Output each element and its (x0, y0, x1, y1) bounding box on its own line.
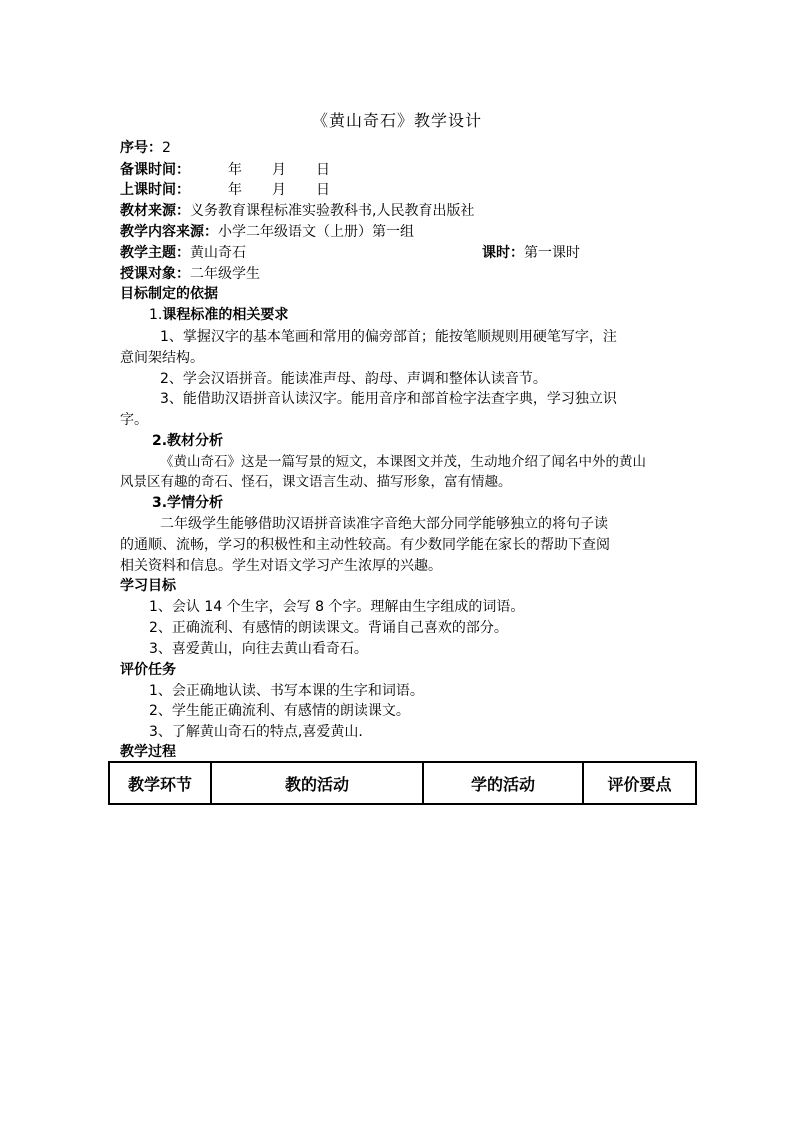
class-day: 日 (316, 182, 330, 198)
serial-row (120, 138, 171, 158)
students-line3: 相关资料和信息。学生对语文学习产生浓厚的兴趣。 (120, 558, 442, 574)
basis-heading: 目标制定的依据 (120, 286, 218, 302)
class-month: 月 (272, 182, 286, 198)
serial-label: 序号： (120, 140, 162, 156)
standards-title: 课程标准的相关要求 (162, 307, 289, 323)
period-row (482, 243, 580, 263)
assessment-item: 1、会正确地认读、书写本课的生字和词语。 (149, 683, 424, 699)
assessment-item: 2、学生能正确流利、有感情的朗读课文。 (149, 703, 410, 719)
col-header-stage: 教学环节 (109, 762, 211, 804)
class-time-row (120, 180, 330, 200)
audience-value: 二年级学生 (190, 266, 260, 282)
textbook-line2: 风景区有趣的奇石、怪石，课文语言生动、描写形象，富有情趣。 (120, 474, 512, 490)
standards-item2: 2、学会汉语拼音。能读准声母、韵母、声调和整体认读音节。 (160, 371, 547, 387)
col-header-evaluation: 评价要点 (583, 762, 696, 804)
students-line1: 二年级学生能够借助汉语拼音读准字音绝大部分同学能够独立的将句子读 (160, 516, 608, 532)
prep-month: 月 (272, 162, 286, 178)
topic-row (120, 243, 246, 263)
process-heading: 教学过程 (120, 744, 176, 760)
content-source-value: 小学二年级语文（上册）第一组 (218, 224, 414, 240)
process-header-row (109, 762, 696, 804)
serial-value: 2 (162, 140, 171, 156)
material-source-value: 义务教育课程标准实验教科书,人民教育出版社 (190, 203, 475, 219)
col-header-student: 学的活动 (423, 762, 583, 804)
class-time-label: 上课时间： (120, 182, 190, 198)
process-table (108, 761, 697, 805)
topic-value: 黄山奇石 (190, 245, 246, 261)
goal-item: 3、喜爱黄山，向往去黄山看奇石。 (149, 641, 368, 657)
period-label: 课时： (482, 245, 524, 261)
textbook-heading: 2.教材分析 (152, 433, 224, 449)
prep-day: 日 (316, 162, 330, 178)
goal-item: 1、会认 14 个生字，会写 8 个字。理解由生字组成的词语。 (149, 599, 525, 615)
topic-label: 教学主题： (120, 245, 190, 261)
prep-time-label: 备课时间： (120, 162, 190, 178)
standards-item1-line2: 意间架结构。 (120, 350, 204, 366)
assessment-heading: 评价任务 (120, 662, 176, 678)
content-source-label: 教学内容来源： (120, 224, 218, 240)
students-heading: 3.学情分析 (152, 495, 224, 511)
standards-item3-line1: 3、能借助汉语拼音认读汉字。能用音序和部首检字法查字典，学习独立识 (160, 391, 617, 407)
prep-time-row (120, 160, 330, 180)
standards-num: 1. (149, 307, 163, 323)
prep-year: 年 (228, 162, 242, 178)
audience-row (120, 264, 260, 284)
goal-item: 2、正确流利、有感情的朗读课文。背诵自己喜欢的部分。 (149, 620, 508, 636)
goals-heading: 学习目标 (120, 578, 176, 594)
class-year: 年 (228, 182, 242, 198)
material-source-row (120, 201, 474, 221)
standards-item1-line1: 1、掌握汉字的基本笔画和常用的偏旁部首；能按笔顺规则用硬笔写字，注 (160, 329, 617, 345)
content-source-row (120, 222, 414, 242)
period-value: 第一课时 (524, 245, 580, 261)
students-line2: 的通顺、流畅，学习的积极性和主动性较高。有少数同学能在家长的帮助下查阅 (120, 537, 610, 553)
standards-heading (149, 305, 288, 325)
standards-item3-line2: 字。 (120, 412, 148, 428)
textbook-line1: 《黄山奇石》这是一篇写景的短文，本课图文并茂，生动地介绍了闻名中外的黄山 (160, 454, 646, 470)
audience-label: 授课对象： (120, 266, 190, 282)
material-source-label: 教材来源： (120, 203, 190, 219)
col-header-teacher: 教的活动 (211, 762, 423, 804)
document-title: 《黄山奇石》教学设计 (311, 111, 482, 130)
assessment-item: 3、了解黄山奇石的特点,喜爱黄山. (149, 724, 363, 740)
